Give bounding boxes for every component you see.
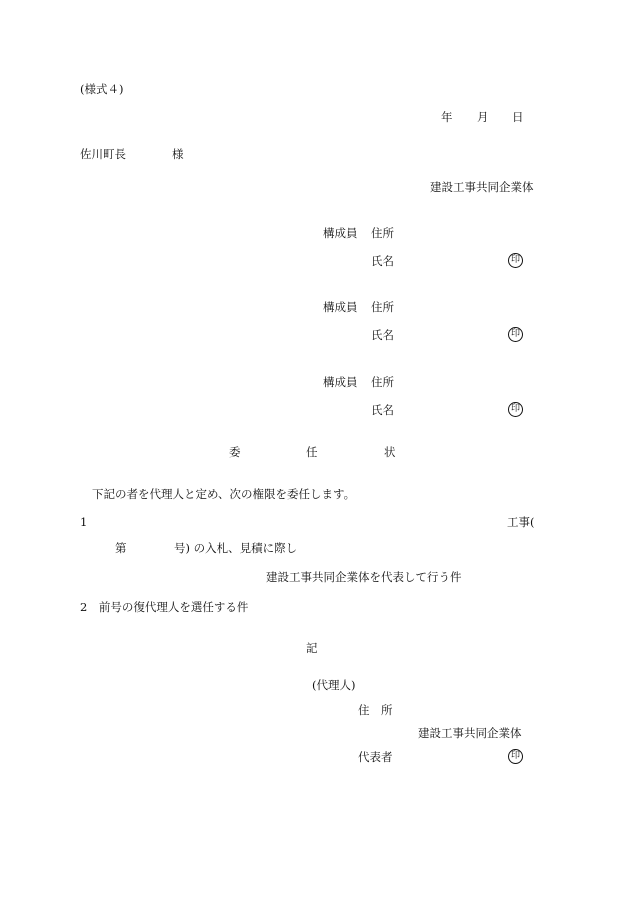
member-role: 構成員 [323, 375, 358, 389]
agent-jv-name: 建設工事共同企業体 [418, 726, 522, 740]
member-name-label: 氏名 [371, 254, 394, 268]
addressee-honorific: 様 [172, 147, 184, 161]
title-char-1: 委 [229, 445, 241, 459]
addressee-name: 佐川町長 [80, 147, 126, 161]
member-name-label: 氏名 [371, 328, 394, 342]
item-1-work-suffix: 工事( [507, 515, 535, 529]
seal-icon: 印 [508, 253, 523, 268]
agent-address-label: 住 所 [358, 703, 393, 717]
title-char-3: 状 [384, 445, 396, 459]
date-month: 月 [477, 110, 489, 124]
member-role: 構成員 [323, 226, 358, 240]
form-number: (様式４) [80, 82, 124, 96]
date-day: 日 [512, 110, 524, 124]
item-1-number: 1 [80, 515, 88, 529]
agent-rep-label: 代表者 [358, 750, 393, 764]
member-name-label: 氏名 [371, 403, 394, 417]
title-char-2: 任 [306, 445, 318, 459]
member-address-label: 住所 [371, 375, 394, 389]
seal-icon: 印 [508, 327, 523, 342]
member-address-label: 住所 [371, 226, 394, 240]
member-address-label: 住所 [371, 300, 394, 314]
seal-icon: 印 [508, 402, 523, 417]
intro-text: 下記の者を代理人と定め、次の権限を委任します。 [92, 487, 356, 501]
jv-name-header: 建設工事共同企業体 [430, 180, 534, 194]
seal-icon: 印 [508, 749, 523, 764]
member-role: 構成員 [323, 300, 358, 314]
item-1-represent-text: 建設工事共同企業体を代表して行う件 [266, 570, 462, 584]
item-1-bid-text: 号) の入札、見積に際し [174, 541, 298, 555]
agent-heading: (代理人) [312, 678, 356, 692]
ki-heading: 記 [306, 641, 318, 655]
item-2: 2 前号の復代理人を選任する件 [80, 600, 249, 614]
date-year: 年 [441, 110, 453, 124]
item-1-dai: 第 [115, 541, 127, 555]
